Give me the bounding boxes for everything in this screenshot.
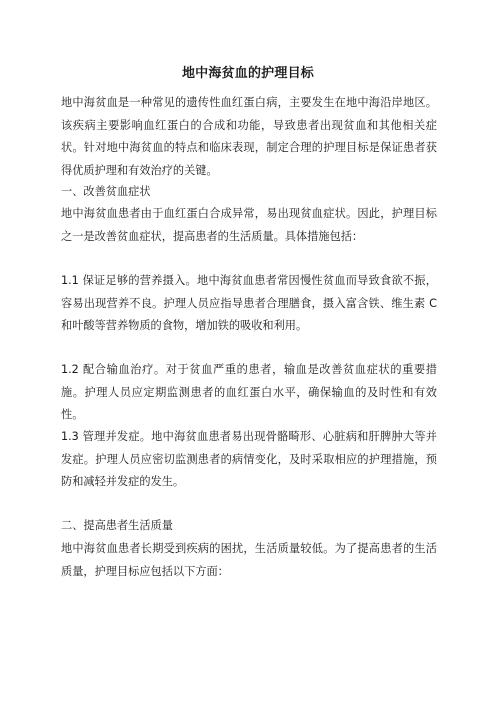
section-2-heading: 二、提高患者生活质量 bbox=[61, 519, 173, 532]
section-1-heading: 一、改善贫血症状 bbox=[61, 185, 151, 198]
section-1-item-1: 1.1 保证足够的营养摄入。地中海贫血患者常因慢性贫血而导致食欲不振，容易出现营养不良。护理人员应指导患者合理膳食，摄入富含铁、维生素 C 和叶酸等营养物质的食物，增加铁的吸收和利用。 bbox=[61, 274, 437, 332]
section-1-item-3: 1.3 管理并发症。地中海贫血患者易出现骨骼畸形、心脏病和肝脾肿大等并发症。护理人员应密切监测患者的病情变化，及时采取相应的护理措施，预防和减轻并发症的发生。 bbox=[61, 430, 437, 488]
section-1-item-2: 1.2 配合输血治疗。对于贫血严重的患者，输血是改善贫血症状的重要措施。护理人员应定期监测患者的血红蛋白水平，确保输血的及时性和有效性。 bbox=[61, 363, 437, 421]
section-2-intro: 地中海贫血患者长期受到疾病的困扰，生活质量较低。为了提高患者的生活质量，护理目标应包括以下方面： bbox=[61, 542, 437, 578]
document-title: 地中海贫血的护理目标 bbox=[181, 66, 314, 81]
section-1-intro: 地中海贫血患者由于血红蛋白合成异常，易出现贫血症状。因此，护理目标之一是改善贫血症状，提高患者的生活质量。具体措施包括： bbox=[61, 207, 437, 243]
intro-paragraph: 地中海贫血是一种常见的遗传性血红蛋白病，主要发生在地中海沿岸地区。该疾病主要影响血红蛋白的合成和功能，导致患者出现贫血和其他相关症状。针对地中海贫血的特点和临床表现，制定合理的护理目标是保证患者获得优质护理和有效治疗的关键。 bbox=[61, 96, 437, 177]
